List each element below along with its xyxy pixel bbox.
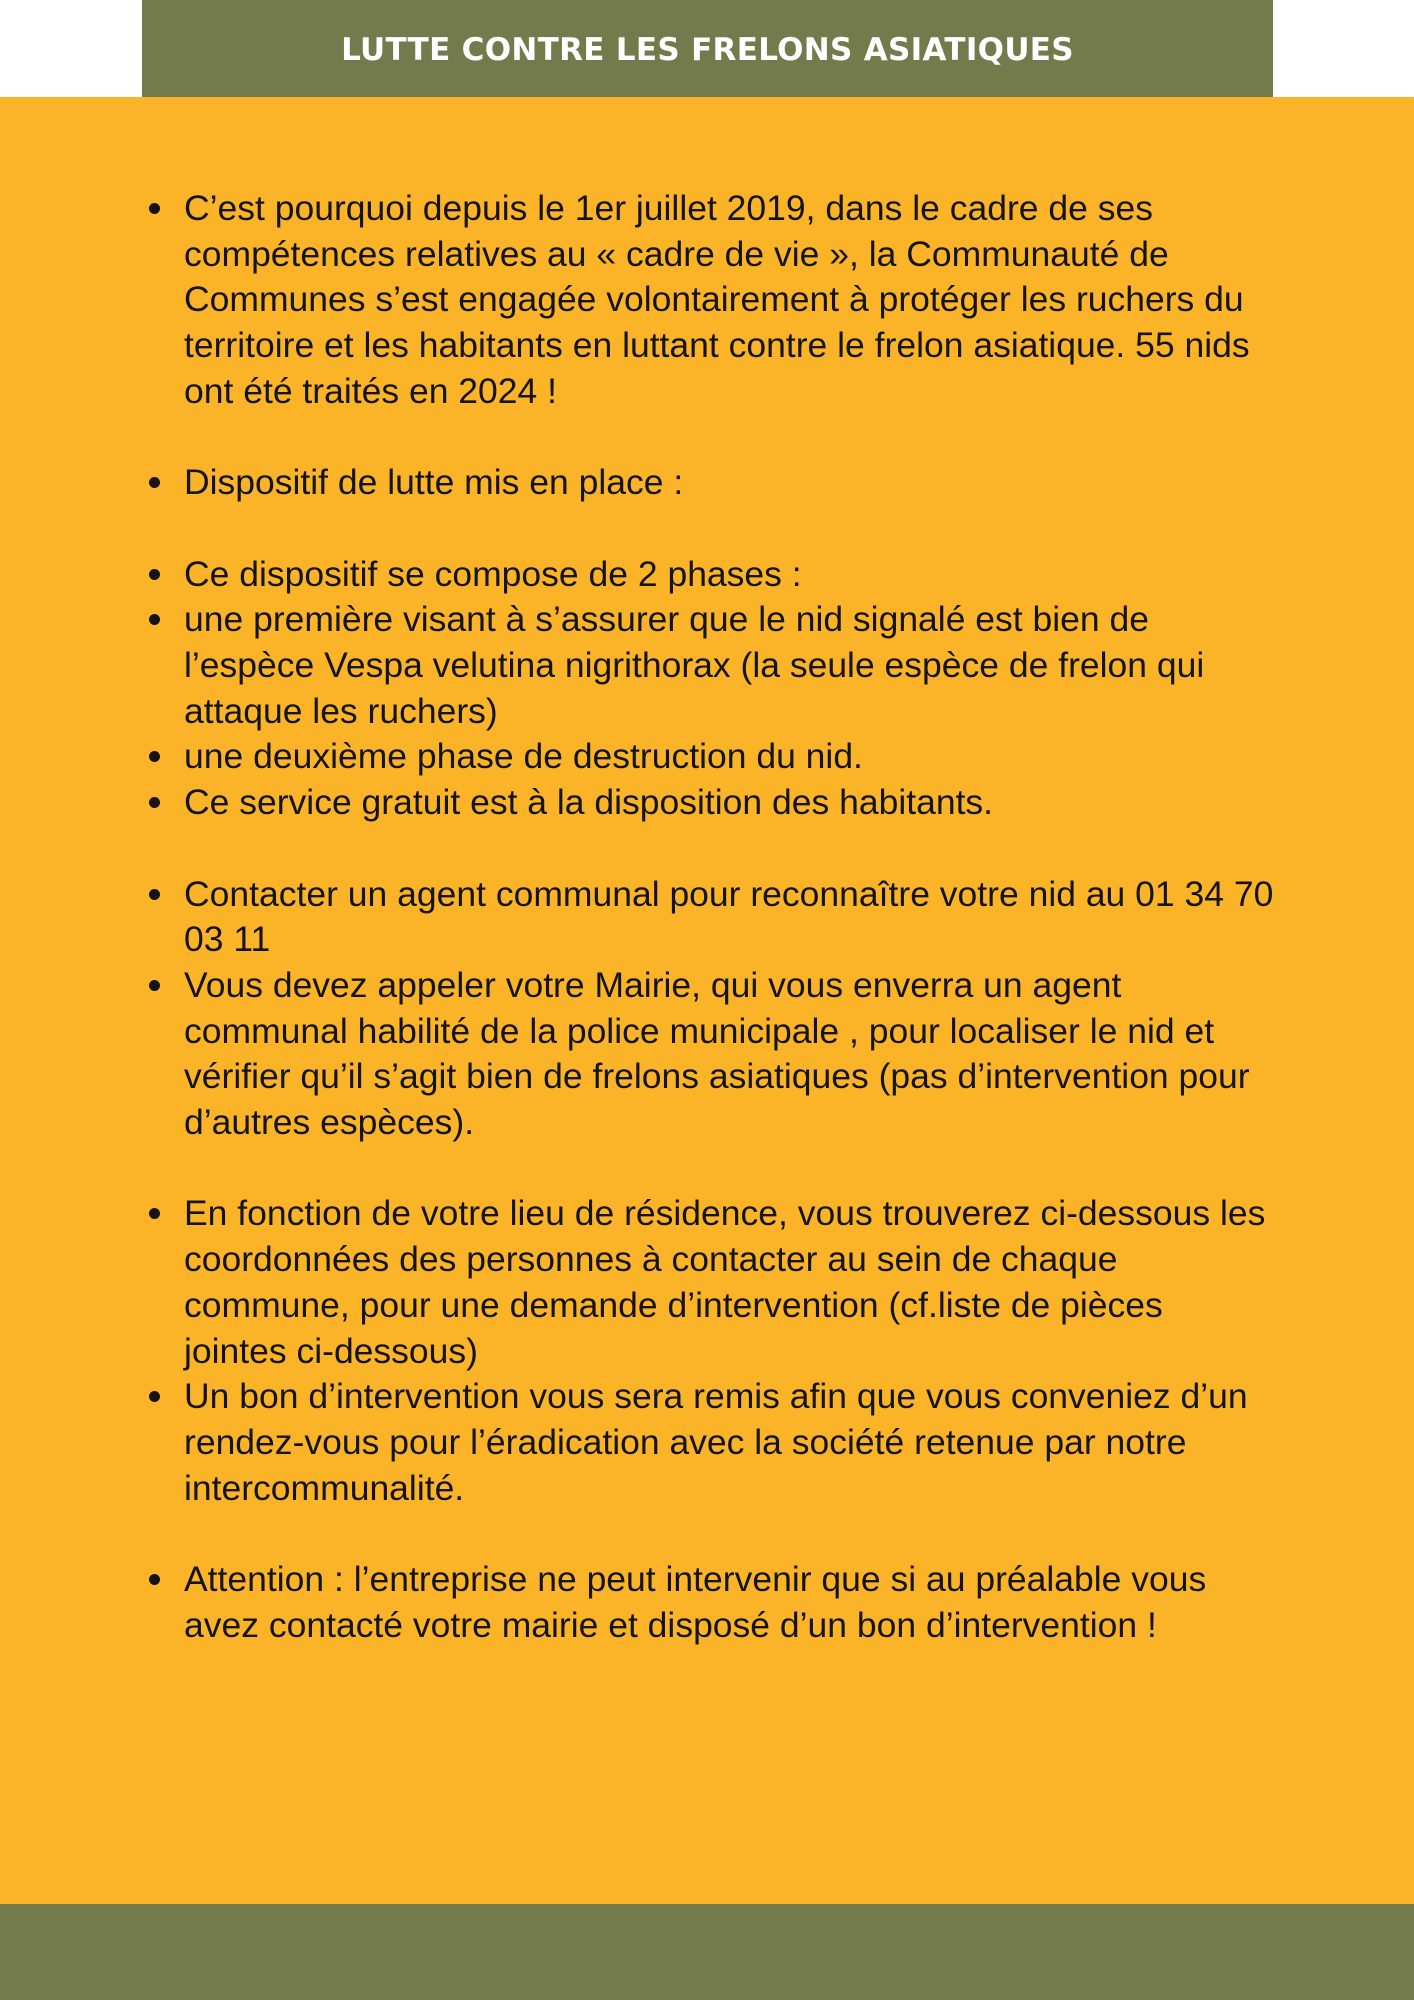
list-item	[145, 1191, 1275, 1374]
list-item	[145, 597, 1275, 734]
list-item	[145, 552, 1275, 598]
list-item-text: Vous devez appeler votre Mairie, qui vous enverra un agent communal habilité de la police municipale , pour localiser le nid et vérifier qu’il s’agit bien de frelons asiatiques (pas d’intervention pour d’autres espèces).	[184, 964, 1250, 1143]
list-item-text: C’est pourquoi depuis le 1er juillet 2019, dans le cadre de ses compétences relatives au « cadre de vie », la Communauté de Communes s’est engagée volontairement à protéger les ruchers du territoire et les habitants en luttant contre le frelon asiatique. 55 nids ont été traités en 2024 !	[184, 188, 1250, 411]
bullet-icon	[149, 1574, 160, 1585]
list-item-text: une deuxième phase de destruction du nid.	[184, 736, 863, 777]
list-item-text: une première visant à s’assurer que le nid signalé est bien de l’espèce Vespa velutina nigrithorax (la seule espèce de frelon qui attaque les ruchers)	[184, 599, 1205, 731]
bullet-icon	[149, 889, 160, 900]
list-item-text: Attention : l’entreprise ne peut intervenir que si au préalable vous avez contacté votre mairie et disposé d’un bon d’intervention !	[184, 1559, 1207, 1645]
bullet-icon	[149, 203, 160, 214]
bullet-icon	[149, 980, 160, 991]
footer-band	[0, 1904, 1414, 2000]
header-banner	[142, 0, 1273, 97]
list-item-text: En fonction de votre lieu de résidence, vous trouverez ci-dessous les coordonnées des personnes à contacter au sein de chaque commune, pour une demande d’intervention (cf.liste de pièces jointes ci-dessous)	[184, 1193, 1266, 1371]
bullet-group-phases	[145, 552, 1275, 826]
bullet-icon	[149, 569, 160, 580]
list-item-text: Dispositif de lutte mis en place :	[184, 462, 684, 503]
bullet-group-residence	[145, 1191, 1275, 1511]
bullet-icon	[149, 751, 160, 762]
list-item	[145, 186, 1275, 415]
list-item-text: Ce dispositif se compose de 2 phases :	[184, 553, 802, 594]
bullet-icon	[149, 1208, 160, 1219]
page-title: LUTTE CONTRE LES FRELONS ASIATIQUES	[341, 31, 1074, 68]
list-item	[145, 780, 1275, 826]
bullet-group-contact	[145, 872, 1275, 1146]
list-item-text: Un bon d’intervention vous sera remis afin que vous conveniez d’un rendez-vous pour l’éradication avec la société retenue par notre intercommunalité.	[184, 1376, 1248, 1508]
list-item	[145, 734, 1275, 780]
list-item	[145, 460, 1275, 506]
bullet-icon	[149, 614, 160, 625]
list-item	[145, 1374, 1275, 1511]
list-item-text: Contacter un agent communal pour reconnaître votre nid au 01 34 70 03 11	[184, 873, 1274, 960]
list-item	[145, 963, 1275, 1146]
list-item	[145, 1557, 1275, 1648]
bullet-group-intro	[145, 186, 1275, 415]
bullet-content	[145, 186, 1275, 1694]
list-item-text: Ce service gratuit est à la disposition des habitants.	[184, 782, 994, 823]
bullet-icon	[149, 797, 160, 808]
bullet-group-attention	[145, 1557, 1275, 1648]
bullet-icon	[149, 477, 160, 488]
bullet-group-dispositif	[145, 460, 1275, 506]
list-item	[145, 872, 1275, 963]
bullet-icon	[149, 1391, 160, 1402]
